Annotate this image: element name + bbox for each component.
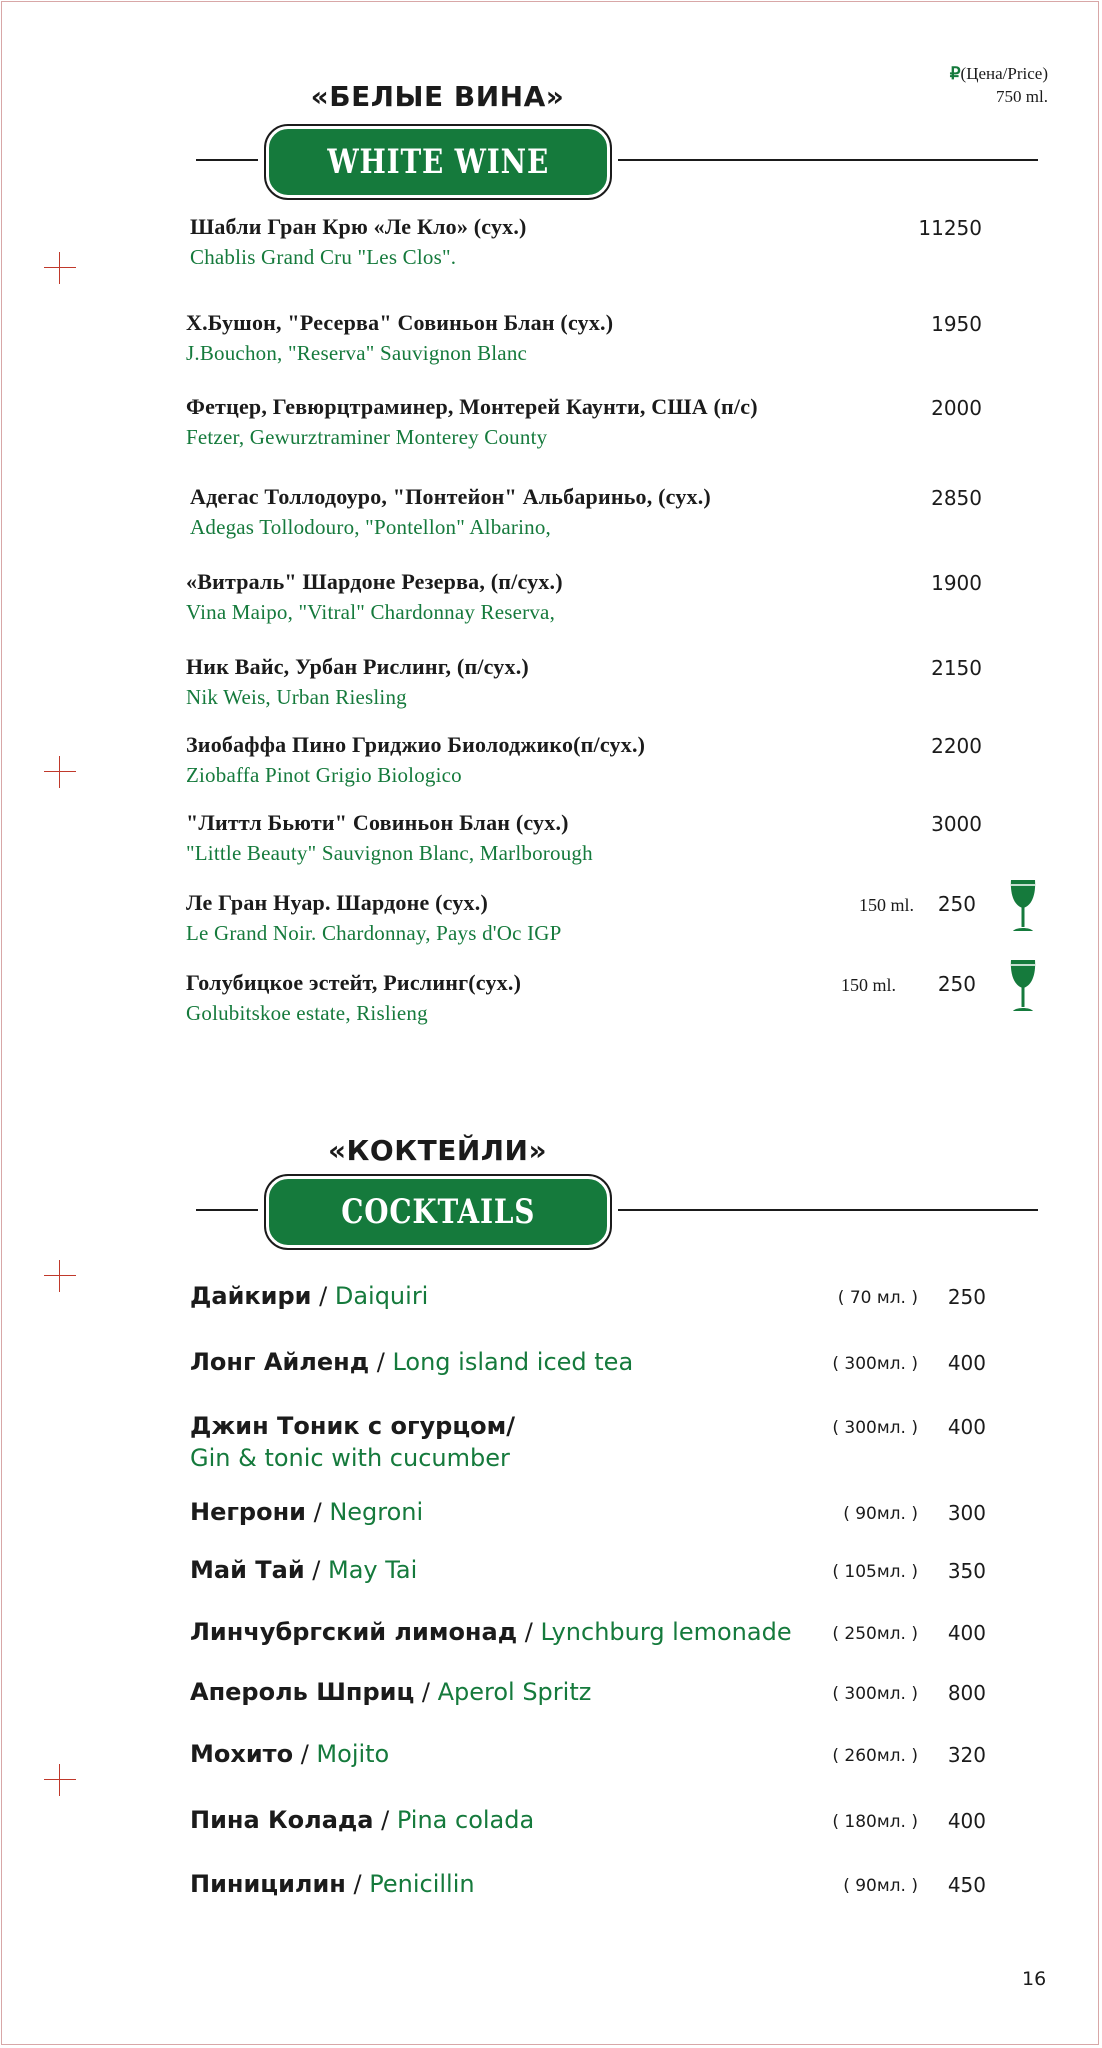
wine-item	[0, 890, 1102, 950]
white-wine-title: «БЕЛЫЕ ВИНА»	[310, 80, 565, 113]
cocktail-price: 800	[947, 1681, 986, 1705]
cocktail-name	[190, 1412, 515, 1440]
cocktail-name-ru: Мохито	[190, 1740, 294, 1768]
cocktail-volume: ( 180мл. )	[832, 1812, 918, 1832]
cocktail-name-en: Penicillin	[369, 1870, 475, 1898]
divider	[618, 1209, 1038, 1211]
divider	[618, 159, 1038, 161]
wine-name-ru: «Витраль" Шардоне Резерва, (п/сух.)	[186, 569, 563, 594]
ruble-icon: ₽	[949, 64, 961, 83]
wine-name-ru: Голубицкое эстейт, Рислинг(сух.)	[186, 970, 522, 995]
separator: /	[305, 1498, 330, 1526]
banner-plaque	[266, 1176, 610, 1248]
wine-price: 11250	[918, 216, 982, 240]
cocktail-price: 400	[947, 1809, 986, 1833]
wine-name-ru: Адегас Толлодоуро, "Понтейон" Альбариньо, (сух.)	[190, 484, 711, 509]
cocktail-price: 400	[947, 1351, 986, 1375]
cocktail-name	[190, 1870, 475, 1898]
cocktail-name-ru: Пиницилин	[190, 1870, 346, 1898]
wine-item	[0, 214, 1102, 274]
cocktail-price: 320	[947, 1743, 986, 1767]
wine-price: 250	[937, 892, 976, 916]
wine-price: 2850	[931, 486, 982, 510]
cocktail-name	[190, 1498, 423, 1526]
wine-name-ru: Х.Бушон, "Ресерва" Совиньон Блан (сух.)	[186, 310, 614, 335]
wine-item	[0, 654, 1102, 714]
separator: /	[311, 1282, 335, 1310]
wine-volume: 150 ml.	[858, 895, 914, 915]
separator: /	[414, 1678, 438, 1706]
cocktail-name	[190, 1282, 428, 1310]
cocktail-name-ru: Апероль Шприц	[190, 1678, 415, 1706]
wine-price: 1900	[931, 571, 982, 595]
cocktail-name-en: Daiquiri	[334, 1282, 429, 1310]
cocktails-banner	[196, 1172, 1038, 1248]
separator: /	[293, 1740, 317, 1768]
wine-item	[0, 569, 1102, 629]
divider	[196, 159, 258, 161]
wine-name-ru: Ле Гран Нуар. Шардоне (сух.)	[186, 890, 488, 915]
cocktail-volume: ( 260мл. )	[832, 1746, 918, 1766]
wine-name-en: Nik Weis, Urban Riesling	[186, 685, 407, 709]
cocktail-name	[190, 1556, 417, 1584]
cocktail-name-en: Lynchburg lemonade	[540, 1618, 792, 1646]
cocktail-volume: ( 300мл. )	[832, 1684, 918, 1704]
wine-name-ru: Зиобаффа Пино Гриджио Биолоджико(п/сух.)	[186, 732, 646, 757]
cocktail-name-ru: Дайкири	[190, 1282, 312, 1310]
cocktail-price: 450	[947, 1873, 986, 1897]
cocktail-volume: ( 300мл. )	[832, 1354, 918, 1374]
cocktail-price: 350	[947, 1559, 986, 1583]
cocktail-name-ru: Линчубргский лимонад	[190, 1618, 518, 1646]
cocktails-title: «КОКТЕЙЛИ»	[327, 1134, 548, 1167]
cocktail-name-en: Long island iced tea	[392, 1348, 634, 1376]
separator: /	[517, 1618, 541, 1646]
cocktail-name-en: Pina colada	[396, 1806, 535, 1834]
wine-item	[0, 394, 1102, 454]
wine-price: 2150	[931, 656, 982, 680]
wine-glass-icon	[1008, 958, 1038, 1016]
cocktail-name-en: Negroni	[329, 1498, 424, 1526]
wine-name-ru: Фетцер, Гевюрцтраминер, Монтерей Каунти, США (п/с)	[186, 394, 758, 419]
price-label: (Цена/Price)	[960, 64, 1048, 83]
separator: /	[373, 1806, 397, 1834]
volume-label: 750 ml.	[996, 87, 1048, 106]
wine-item	[0, 310, 1102, 370]
cocktail-name	[190, 1618, 792, 1646]
wine-price: 1950	[931, 312, 982, 336]
wine-name-en: Fetzer, Gewurztraminer Monterey County	[186, 425, 548, 449]
cocktail-volume: ( 90мл. )	[843, 1504, 918, 1524]
wine-item	[0, 970, 1102, 1030]
white-wine-banner-label: WHITE WINE	[327, 142, 549, 182]
wine-price: 250	[937, 972, 976, 996]
cocktail-volume: ( 250мл. )	[832, 1624, 918, 1644]
wine-name-en: Adegas Tollodouro, "Pontellon" Albarino,	[190, 515, 552, 539]
wine-item	[0, 810, 1102, 870]
wine-name-ru: Ник Вайс, Урбан Рислинг, (п/сух.)	[186, 654, 529, 679]
cocktail-name-en: Aperol Spritz	[437, 1678, 592, 1706]
cocktail-price: 300	[947, 1501, 986, 1525]
banner-plaque	[266, 126, 610, 198]
cocktail-name-ru: Джин Тоник с огурцом/	[190, 1412, 516, 1440]
cocktail-name-en: Gin & tonic with cucumber	[190, 1444, 510, 1472]
price-header	[950, 62, 1048, 108]
wine-glass-icon	[1008, 878, 1038, 936]
cocktail-volume: ( 105мл. )	[832, 1562, 918, 1582]
wine-price: 2200	[931, 734, 982, 758]
crop-mark	[44, 1260, 76, 1292]
separator: /	[345, 1870, 370, 1898]
cocktail-name-ru: Май Тай	[190, 1556, 305, 1584]
wine-name-en: J.Bouchon, "Reserva" Sauvignon Blanc	[186, 341, 528, 365]
cocktail-name	[190, 1348, 633, 1376]
cocktail-volume: ( 90мл. )	[843, 1876, 918, 1896]
cocktail-volume: ( 300мл. )	[832, 1418, 918, 1438]
wine-name-en: Golubitskoe estate, Rislieng	[186, 1001, 428, 1025]
wine-name-en: Ziobaffa Pinot Grigio Biologico	[186, 763, 462, 787]
wine-name-en: Vina Maipo, "Vitral" Chardonnay Reserva,	[186, 600, 556, 624]
cocktail-name-en: May Tai	[327, 1556, 418, 1584]
separator: /	[369, 1348, 393, 1376]
cocktail-price: 250	[947, 1285, 986, 1309]
cocktail-price: 400	[947, 1621, 986, 1645]
wine-name-ru: Шабли Гран Крю «Ле Кло» (сух.)	[190, 214, 527, 239]
wine-volume: 150 ml.	[840, 975, 896, 995]
cocktail-name-en: Mojito	[316, 1740, 390, 1768]
cocktail-name-ru: Негрони	[190, 1498, 306, 1526]
cocktail-price: 400	[947, 1415, 986, 1439]
wine-price: 2000	[931, 396, 982, 420]
cocktail-name	[190, 1678, 591, 1706]
cocktail-name-ru: Пина Колада	[190, 1806, 374, 1834]
crop-mark	[44, 1764, 76, 1796]
wine-name-ru: "Литтл Бьюти" Совиньон Блан (сух.)	[186, 810, 569, 835]
wine-name-en: Le Grand Noir. Chardonnay, Pays d'Oc IGP	[186, 921, 562, 945]
cocktail-name-ru: Лонг Айленд	[190, 1348, 370, 1376]
wine-name-en: Chablis Grand Cru "Les Clos".	[190, 245, 457, 269]
separator: /	[304, 1556, 328, 1584]
divider	[196, 1209, 258, 1211]
cocktails-banner-label: COCKTAILS	[341, 1192, 535, 1232]
wine-item	[0, 484, 1102, 544]
wine-name-en: "Little Beauty" Sauvignon Blanc, Marlborough	[186, 841, 593, 865]
white-wine-banner	[196, 122, 1038, 198]
cocktail-name	[190, 1806, 534, 1834]
cocktail-volume: ( 70 мл. )	[837, 1288, 918, 1308]
wine-item	[0, 732, 1102, 792]
cocktail-name	[190, 1740, 389, 1768]
wine-price: 3000	[931, 812, 982, 836]
page-number: 16	[1022, 1968, 1047, 1990]
